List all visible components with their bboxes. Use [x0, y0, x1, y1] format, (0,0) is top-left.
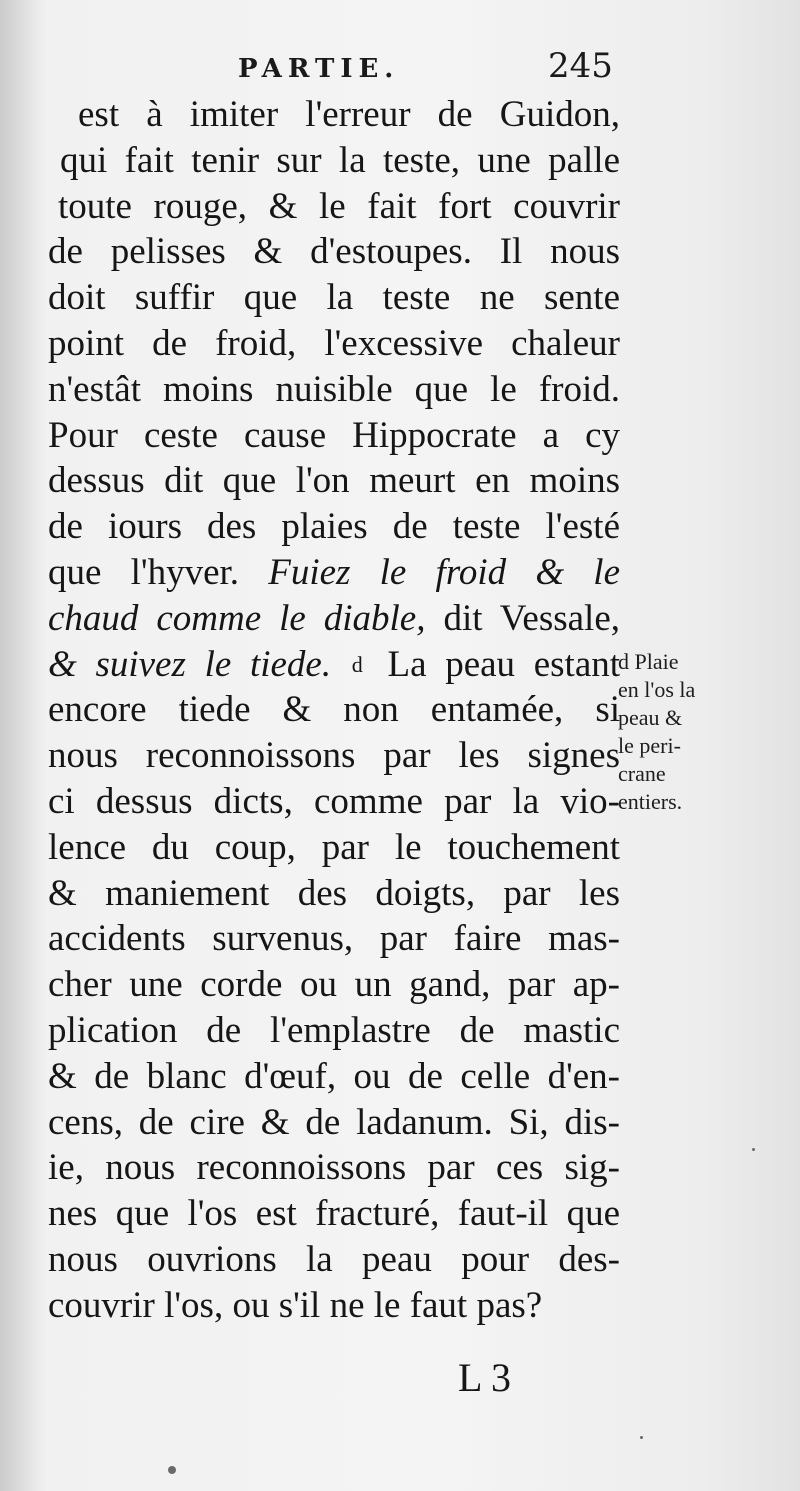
text-line: plication de l'emplastre de mastic [48, 1009, 620, 1051]
text-line-mixed [48, 550, 620, 596]
text-line: & maniement des doigts, par les [48, 872, 620, 914]
text-line: & de blanc d'œuf, ou de celle d'en- [48, 1055, 620, 1097]
text-line-mixed [48, 642, 620, 688]
text-line-mixed [48, 596, 620, 642]
text-line: n'estât moins nuisible que le froid. [48, 368, 620, 410]
text-line: lence du coup, par le touchement [48, 826, 620, 868]
text-line: de pelisses & d'estoupes. Il nous [48, 231, 620, 273]
text-line: nous reconnoissons par les signes [48, 735, 620, 777]
margin-note-line: d Plaie [618, 649, 679, 674]
page-header [0, 46, 800, 92]
italic-quote: & suivez le tiede. [48, 643, 332, 685]
text-line: point de froid, l'excessive chaleur [48, 322, 620, 364]
ink-speck [752, 1148, 755, 1151]
margin-note-line: le peri- [618, 733, 681, 758]
text-line: couvrir l'os, ou s'il ne le faut pas? [48, 1284, 543, 1326]
note-reference-marker: d [351, 651, 363, 677]
text-line: accidents survenus, par faire mas- [48, 918, 620, 960]
margin-note-line: en l'os la [618, 677, 696, 702]
page-gutter-shadow [0, 0, 48, 1491]
text-line: qui fait tenir sur la teste, une palle [60, 139, 620, 181]
italic-quote: chaud comme le diable, [48, 597, 426, 639]
text-line: toute rouge, & le fait fort couvrir [58, 185, 620, 227]
body-text [48, 92, 620, 1329]
text-line: Pour ceste cause Hippocrate a cy [48, 414, 620, 456]
text-line: encore tiede & non entamée, si [48, 689, 620, 731]
text-line: est à imiter l'erreur de Guidon, [78, 94, 620, 135]
running-head: PARTIE. [238, 54, 400, 84]
margin-note [618, 648, 738, 816]
text-line: doit suffir que la teste ne sente [48, 277, 620, 319]
text-segment: La peau estant [387, 643, 621, 685]
text-line: dessus dit que l'on meurt en moins [48, 460, 620, 502]
text-segment: que l'hyver. [48, 551, 240, 593]
margin-note-line: peau & [618, 705, 683, 730]
ink-speck [168, 1466, 176, 1474]
margin-note-line: crane [618, 761, 666, 786]
text-line: cens, de cire & de ladanum. Si, dis- [48, 1101, 620, 1143]
text-line: cher une corde ou un gand, par ap- [48, 964, 620, 1006]
text-line: ie, nous reconnoissons par ces sig- [48, 1147, 620, 1189]
text-line: nous ouvrions la peau pour des- [48, 1238, 620, 1280]
italic-quote: Fuiez le froid & le [268, 551, 620, 593]
ink-speck [640, 1436, 643, 1439]
margin-note-line: entiers. [618, 789, 683, 814]
text-line: ci dessus dicts, comme par la vio- [48, 780, 620, 822]
text-segment: dit Vessale, [443, 597, 620, 639]
page-number: 245 [548, 46, 613, 86]
signature-mark: L 3 [458, 1355, 511, 1400]
text-line: de iours des plaies de teste l'esté [48, 506, 620, 548]
text-line: nes que l'os est fracturé, faut-il que [48, 1193, 620, 1235]
